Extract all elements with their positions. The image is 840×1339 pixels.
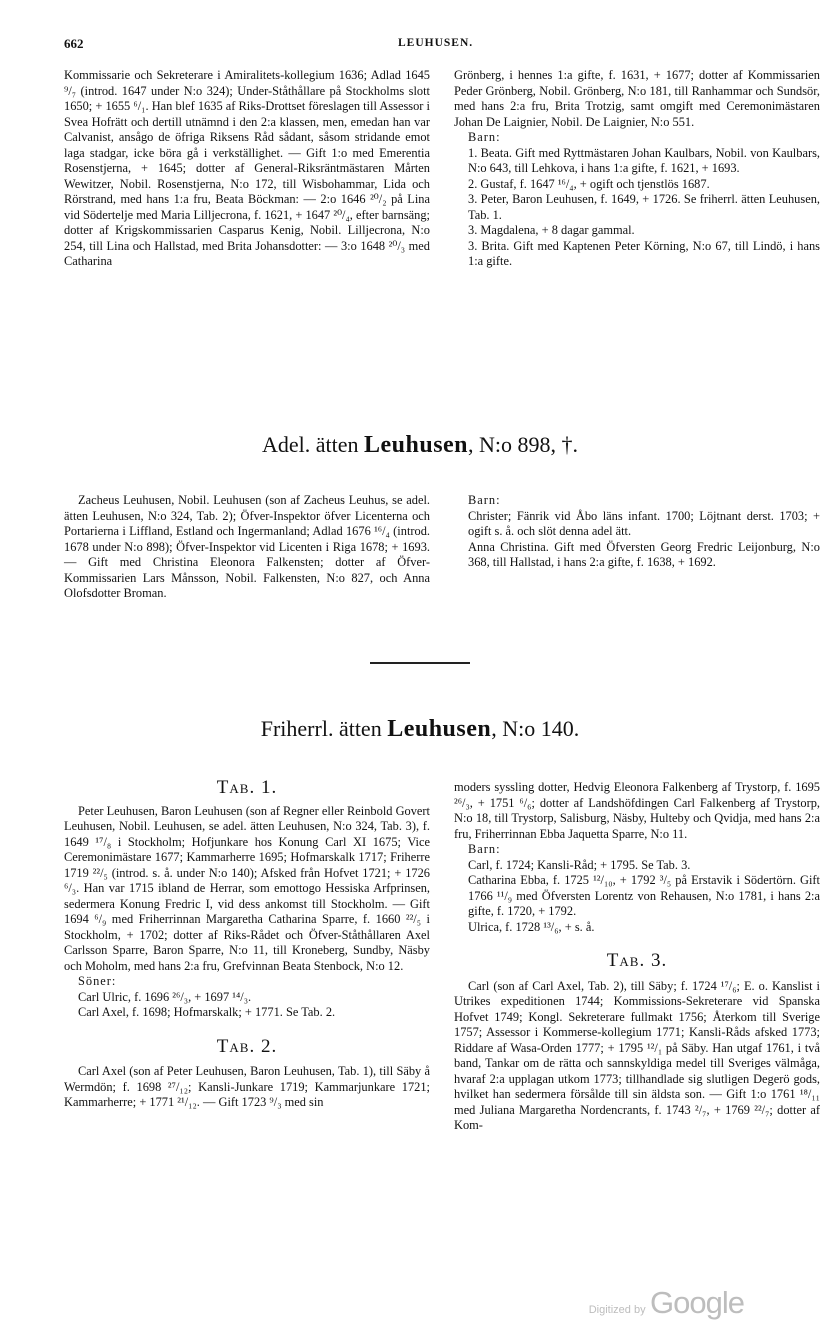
friherrl-heading-pre: Friherrl. ätten	[260, 716, 382, 741]
child-entry: 3. Brita. Gift med Kaptenen Peter Körning, N:o 67, till Lindö, i hans 1:a gifte.	[468, 238, 820, 268]
top-left-column	[64, 68, 430, 270]
child-entry: Catharina Ebba, f. 1725 ¹²/₁₀, + 1792 ³/₅ på Erstavik i Södertörn. Gift 1766 ¹¹/₉ med Öfversten Lorentz von Rehausen, N:o 1781, i hans 2:a gifte, f. 1720, + 1792.	[468, 873, 820, 918]
child-entry: 3. Magdalena, + 8 dagar gammal.	[468, 223, 635, 237]
digitized-watermark	[589, 1285, 744, 1321]
running-head: LEUHUSEN.	[398, 37, 474, 49]
adel-heading	[0, 432, 840, 459]
child-entry: Anna Christina. Gift med Öfversten Georg Fredric Leijonburg, N:o 368, till Hallstad, i hans 2:a gifte, f. 1638, + 1692.	[468, 539, 820, 569]
child-entry: Carl, f. 1724; Kansli-Råd; + 1795. Se Tab. 3.	[468, 857, 691, 872]
son-entry: Carl Axel, f. 1698; Hofmarskalk; + 1771. Se Tab. 2.	[78, 1005, 336, 1019]
son-entry: Carl Ulric, f. 1696 ²⁶/₃, + 1697 ¹⁴/₃.	[78, 989, 252, 1004]
tab3-title: Tab. 3.	[606, 950, 668, 971]
top-right-intro: Grönberg, i hennes 1:a gifte, f. 1631, + 1677; dotter af Kommissarien Peder Grönberg, Nobil. Grönberg, N:o 181, till Ranhammar och Sundsör, med hans 2:a fru, Brita Trotzig, samt omgift med Ceremonimästaren Johan De Laignier, Nobil. De Laignier, N:o 551.	[454, 68, 820, 129]
adel-entry: Zacheus Leuhusen, Nobil. Leuhusen (son af Zacheus Leuhus, se adel. ätten Leuhusen, N:o 324, Tab. 2); Öfver-Inspektor öfver Licenterna och Portarierna i Liffland, Estland och Ingermanland; Adlad 1676 ¹⁶/₄ (introd. 1678 under N:o 898); Öfver-Inspektor vid Licenten i Riga 1678; + 1693. — Gift med Christina Eleonora Falkensten; dotter af Öfver-Kommissarien Lars Månsson, Nobil. Falkensten, N:o 827, och Anna Olofsdotter Broman.	[64, 493, 430, 600]
friherrl-heading-name: Leuhusen	[387, 716, 492, 742]
sons-label: Söner:	[78, 974, 117, 988]
tab1-title: Tab. 1.	[216, 777, 278, 798]
tab3-entry: Carl (son af Carl Axel, Tab. 2), till Säby; f. 1724 ¹⁷/₆; E. o. Kanslist i Utrikes expeditionen 1744; Kommissions-Sekreterare vid Spanska Hofvet 1749; Kongl. Sekreterare fullmakt 1756; Återkom till Sverige 1757; Assessor i Kommerse-kollegium 1771; Kansli-Råds afsked 1773; Riddare af Wasa-Orden 1777; + 1795 ¹²/₁ på Säby. Han utgaf 1761, i två band, Tankar om de rätta och sannskyldiga medel till Sveriges välmåga, hvaraf 2:a upplagan utkom 1773; tillhandlade sig slutligen Degerö gods, hvilket han sedermera försålde till sin äldsta son. — Gift 1:o 1761 ¹⁸/₁₁ med Juliana Margaretha Nordencrants, f. 1743 ²/₇, + 1769 ²²/₇; dotter af Kom-	[454, 978, 820, 1132]
barn-label: Barn:	[468, 493, 501, 507]
barn-label: Barn:	[468, 130, 501, 144]
tab1-entry: Peter Leuhusen, Baron Leuhusen (son af Regner eller Reinbold Govert Leuhusen, Nobil. Leuhusen, se adel. ätten Leuhusen, N:o 324, Tab. 3), f. 1649 ¹⁷/₈ i Stockholm; Hofjunkare hos Konung Carl XI 1675; Vice Ceremonimästare 1677; Kammarherre 1695; Hofmarskalk 1717; Friherre 1719 ²²/₅ (introd. s. å. under N:o 140); Afsked från Hofvet 1721; + 1726 ⁶/₃. Han var 1715 ibland de Herrar, som emottogo Hessiska Arfprinsen, sedermera Konung Fredric I, vid dess ankomst till Stockholm. — Gift 1694 ⁶/₉ med Friherrinnan Margaretha Catharina Sparre, f. 1660 ²²/₅ i Stockholm, + 1702; dotter af Riks-Rådet och Öfver-Ståthållaren Axel Carlsson Sparre, Baron Sparre, N:o 11, till Kroneberg, Sundby, Näsby och Moholm, med hans 2:a fru, Grefvinnan Beata Stenbock, N:o 12.	[64, 803, 430, 973]
section-divider	[370, 662, 470, 664]
child-entry: Christer; Fänrik vid Åbo läns infant. 1700; Löjtnant derst. 1703; + ogift s. å. och slöt denna adel ätt.	[468, 508, 820, 538]
friherrl-heading	[0, 716, 840, 743]
page-number: 662	[64, 36, 84, 51]
barn-label: Barn:	[468, 842, 501, 856]
adel-right-column	[454, 493, 820, 571]
adel-heading-pre: Adel. ätten	[261, 432, 359, 457]
child-entry: 2. Gustaf, f. 1647 ¹⁶/₄, + ogift och tjenstlös 1687.	[468, 176, 710, 191]
child-entry: 1. Beata. Gift med Ryttmästaren Johan Kaulbars, Nobil. von Kaulbars, N:o 643, till Lehkova, i hans 1:a gifte, f. 1621, + 1693.	[468, 145, 820, 175]
friherrl-left-column	[64, 777, 430, 1111]
child-entry: 3. Peter, Baron Leuhusen, f. 1649, + 1726. Se friherrl. ätten Leuhusen, Tab. 1.	[468, 192, 820, 222]
child-entry: Ulrica, f. 1728 ¹³/₆, + s. å.	[468, 919, 595, 934]
tab2-continuation: moders syssling dotter, Hedvig Eleonora Falkenberg af Trystorp, f. 1695 ²⁶/₃, + 1751 ⁶/₆; dotter af Landshöfdingen Carl Falkenberg af Trystorp, N:o 18, till Trystorp, Salisburg, Näsby, Hulteby och Qvidja, med hans 2:a fru, Friherrinnan Ebba Jaquetta Sparre, N:o 11.	[454, 780, 820, 841]
tab2-title: Tab. 2.	[216, 1035, 278, 1057]
friherrl-right-column	[454, 780, 820, 1134]
top-left-paragraph: Kommissarie och Sekreterare i Amiralitets-kollegium 1636; Adlad 1645 ⁹/₇ (introd. 1647 under N:o 324); Under-Ståthållare på Stockholms slott 1650; + 1655 ⁶/₁. Han blef 1635 af Riks-Drottset föreslagen till Assessor i Svea Hofrätt och dertill utnämnd i den 2:a klassen, men, emedan han var Calvanist, ansågo de öfriga Riksens Råd sådant, såsom stridande emot laga stadgar, icke böra gå i verkställighet. — Gift 1:o med Emerentia Rosenstjerna, + 1645; dotter af General-Riksräntmästaren Mårten Wewitzer, Nobil. Rosenstjerna, N:o 172, till Wisbohammar, Lida och Rörstrand, med hans 1:a fru, Beata Böckman: — 2:o 1646 ²⁰/₂ på Lina vid Södertelje med Maria Lilljecrona, f. 1621, + 1647 ²⁰/₄, efter barnsäng; dotter af Krigskommissarien Casparus Kenig, Nobil. Lilljecrona, N:o 254, till Lina och Hallstad, med Brita Johansdotter: — 3:o 1648 ²⁰/₃ med Catharina	[64, 68, 430, 268]
adel-heading-post: , N:o 898, †.	[468, 432, 579, 457]
adel-left-column	[64, 493, 430, 602]
tab2-entry: Carl Axel (son af Peter Leuhusen, Baron Leuhusen, Tab. 1), till Säby å Wermdön; f. 1698 ²⁷/₁₂; Kansli-Junkare 1719; Kammarjunkare 1721; Kammarherre; + 1771 ²¹/₁₂. — Gift 1723 ⁹/₃ med sin	[64, 1064, 430, 1109]
adel-heading-name: Leuhusen	[363, 432, 469, 458]
friherrl-heading-post: , N:o 140.	[491, 716, 580, 741]
google-logo: Google	[650, 1285, 744, 1320]
top-right-column	[454, 68, 820, 270]
digitized-by-text: Digitized by	[588, 1304, 646, 1316]
